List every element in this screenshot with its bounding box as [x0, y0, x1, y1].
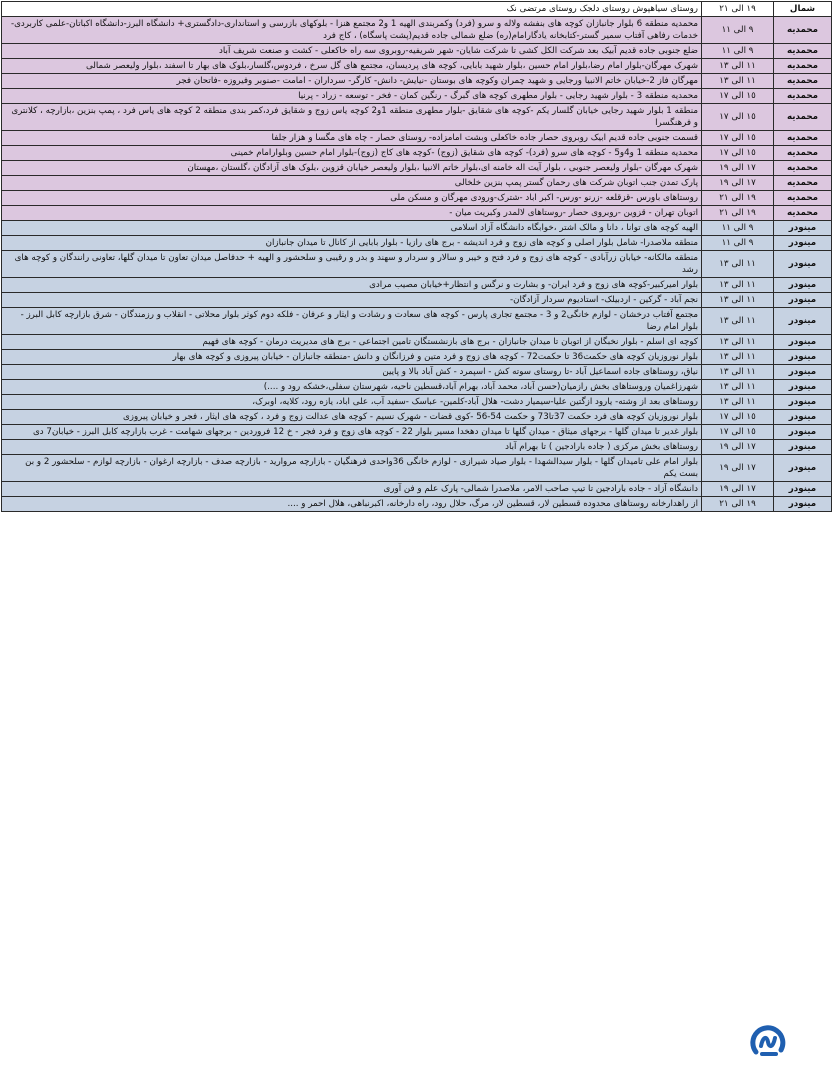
desc-cell: محمدیه منطقه 3 - بلوار شهید رجایی - بلوار مطهری کوچه های گبرگ - رنگین کمان - فخر - توسعه - زراد - پرنیا: [2, 89, 702, 104]
time-cell: ١٥ الی ١٧: [702, 104, 774, 131]
table-row: [2, 131, 832, 146]
table-row: [2, 293, 832, 308]
time-cell: ١٩ الی ٢١: [702, 206, 774, 221]
table-row: [2, 308, 832, 335]
area-cell: محمدیه: [774, 206, 832, 221]
table-row: [2, 74, 832, 89]
time-cell: ٩ الی ١١: [702, 44, 774, 59]
desc-cell: منطقه 1 بلوار شهید رجایی خیابان گلسار یکم -کوچه های شقایق -بلوار مطهری منطقه 1و2 کوچه یاس زوج و شقایق فرد،کمر بندی منطقه 2 کوچه های یاس فرد ، پمپ بنزین ،بازارچه ، کلانتری و فرهنگسرا: [2, 104, 702, 131]
time-cell: ١٥ الی ١٧: [702, 89, 774, 104]
time-cell: ١١ الی ١٣: [702, 74, 774, 89]
desc-cell: نجم آباد - گرکین - اردبیلک- استادیوم سردار آزادگان-: [2, 293, 702, 308]
time-cell: ٩ الی ١١: [702, 221, 774, 236]
area-cell: محمدیه: [774, 44, 832, 59]
desc-cell: دانشگاه آزاد - جاده بارادجین تا تیپ صاحب الامر، ملاصدرا شمالی- پارک علم و فن آوری: [2, 482, 702, 497]
time-cell: ١١ الی ١٣: [702, 380, 774, 395]
table-row: [2, 278, 832, 293]
time-cell: ١١ الی ١٣: [702, 335, 774, 350]
table-row: [2, 425, 832, 440]
time-cell: ١٥ الی ١٧: [702, 131, 774, 146]
table-row: [2, 395, 832, 410]
area-cell: محمدیه: [774, 89, 832, 104]
table-row: [2, 146, 832, 161]
time-cell: ١١ الی ١٣: [702, 293, 774, 308]
time-cell: ١٩ الی ٢١: [702, 2, 774, 17]
table-row: [2, 335, 832, 350]
area-cell: مینودر: [774, 251, 832, 278]
desc-cell: مهرگان فاز 2-خیابان خاتم الانبیا ورجایی و شهید چمران وکوچه های بوستان -نیایش- دانش- کارگر- سرداران - امامت -صنوبر وفیروزه -فاتحان فجر: [2, 74, 702, 89]
desc-cell: محمدیه منطقه 6 بلوار جانبازان کوچه های بنفشه ولاله و سرو (فرد) وکمربندی الهیه 1 و2 مجتمع هنزا - بلوکهای بازرسی و استانداری-دادگستری+ دانشگاه البرز-دانشگاه اکباتان-علمی کاربردی-خدمات رفاهی آفتاب سمیر گستر-کتابخانه یادگارامام(ره) ضلع شمالی جاده قدیم(پشت پاسگاه) ، کاج فرد: [2, 17, 702, 44]
desc-cell: روستاهای بعد از وشته- یارود ازگتین علیا-سیمیار دشت- هلال آباد-کلمین- عباسک -سفید آب، علی اباد، یازه رود، کلایه، اوبرک،: [2, 395, 702, 410]
time-cell: ١٥ الی ١٧: [702, 425, 774, 440]
desc-cell: روستاهای بخش مرکزی ( جاده بارادجین ) تا بهرام آباد: [2, 440, 702, 455]
table-row: [2, 206, 832, 221]
desc-cell: شهرزاغمیان وروستاهای بخش رازمیان(حسن آباد، محمد آباد، بهرام آباد،قسطین ناحیه، شهرستان سفلی،خشکه رود و ....): [2, 380, 702, 395]
area-cell: محمدیه: [774, 59, 832, 74]
desc-cell: بلوار نوروزیان کوچه های فرد حکمت 37تا73 و حکمت 54-56 -کوی قضات - شهرک نسیم - کوچه های عدالت زوج و فرد ، کوچه های ایثار ، فجر و خیابان پیروزی: [2, 410, 702, 425]
time-cell: ١١ الی ١٣: [702, 308, 774, 335]
table-row: [2, 365, 832, 380]
area-cell: مینودر: [774, 455, 832, 482]
desc-cell: مجتمع آفتاب درخشان - لوازم خانگی2 و 3 - مجتمع تجاری پارس - کوچه های سعادت و رشادت و ایثار و عرفان - فلکه دوم کوثر بلوار محلاتی - انقلاب و رزمندگان - شرق بازارچه کابل البرز - بلوار امام رضا: [2, 308, 702, 335]
area-cell: محمدیه: [774, 161, 832, 176]
table-row: [2, 221, 832, 236]
area-cell: مینودر: [774, 365, 832, 380]
desc-cell: شهرک مهرگان-بلوار امام رضا،بلوار امام حسین ،بلوار شهید بابایی، کوچه های پردیسان، مجتمع های گل سرخ ، فردوس،گلسار،بلوک های بهار تا اسفند ،بلوار ولیعصر شمالی: [2, 59, 702, 74]
area-cell: محمدیه: [774, 176, 832, 191]
time-cell: ١٩ الی ٢١: [702, 497, 774, 512]
desc-cell: بلوار امیرکبیر-کوچه های زوج و فرد ایران- و بشارت و نرگس و انتظار+خیابان مصیب مرادی: [2, 278, 702, 293]
table-row: [2, 410, 832, 425]
time-cell: ١٥ الی ١٧: [702, 410, 774, 425]
desc-cell: از راهدارخانه روستاهای محدوده قسطین لار، قسطین لار، مرگ، حلال رود، راه دارخانه، اکبرنباهی، هلال احمر و ....: [2, 497, 702, 512]
schedule-rows: [2, 2, 832, 512]
desc-cell: الهیه کوچه های توانا ، دانا و مالک اشتر ،خوابگاه دانشگاه آزاد اسلامی: [2, 221, 702, 236]
area-cell: مینودر: [774, 395, 832, 410]
desc-cell: روستاهای باورس -قزقلعه -زرنو -ورس- اکبر اباد -شترک-ورودی مهرگان و مسکن ملی: [2, 191, 702, 206]
area-cell: مینودر: [774, 278, 832, 293]
table-row: [2, 104, 832, 131]
area-cell: مینودر: [774, 236, 832, 251]
desc-cell: بلوار نوروزیان کوچه های حکمت36 تا حکمت72 - کوچه های زوج و فرد متین و فرزانگان و دانش -منطقه جانبازان - خیابان پیروزی و کوچه های بهار: [2, 350, 702, 365]
table-row: [2, 44, 832, 59]
table-row: [2, 482, 832, 497]
area-cell: محمدیه: [774, 191, 832, 206]
area-cell: محمدیه: [774, 104, 832, 131]
time-cell: ١١ الی ١٣: [702, 251, 774, 278]
desc-cell: روستای سیاهپوش روستای دلجک روستای مرتضی نک: [2, 2, 702, 17]
area-cell: مینودر: [774, 221, 832, 236]
area-cell: محمدیه: [774, 74, 832, 89]
area-cell: مینودر: [774, 440, 832, 455]
area-cell: مینودر: [774, 335, 832, 350]
desc-cell: منطقه مالکانه- خیابان زرآبادی - کوچه های زوج و فرد فتح و خیبر و سالار و سردار و سهند و بدر و رقیبی و سلحشور و الهیه + حدفاصل میدان تعاون تا میدان گلها، تعاونی رانندگان و کوچه های رشد: [2, 251, 702, 278]
time-cell: ١٩ الی ٢١: [702, 191, 774, 206]
area-cell: محمدیه: [774, 146, 832, 161]
area-cell: مینودر: [774, 308, 832, 335]
time-cell: ١٧ الی ١٩: [702, 455, 774, 482]
area-cell: محمدیه: [774, 17, 832, 44]
time-cell: ٩ الی ١١: [702, 17, 774, 44]
table-row: [2, 455, 832, 482]
area-cell: مینودر: [774, 425, 832, 440]
table-row: [2, 440, 832, 455]
desc-cell: ضلع جنوبی جاده قدیم آبیک بعد شرکت الکل کشی تا شرکت شایان- شهر شریفیه-روبروی سه راه خاکعلی - کشت و صنعت شریف آباد: [2, 44, 702, 59]
area-cell: مینودر: [774, 410, 832, 425]
desc-cell: محمدیه منطقه 1 و4و5 - کوچه های سرو (فرد)- کوچه های شقایق (زوج) -کوچه های کاج (زوج)-بلوار امام حسین وبلوارامام خمینی: [2, 146, 702, 161]
table-row: [2, 236, 832, 251]
time-cell: ١٧ الی ١٩: [702, 482, 774, 497]
desc-cell: اتوبان تهران - قزوین -روبروی حصار -روستاهای لالمدر وکبریت میان -: [2, 206, 702, 221]
time-cell: ١١ الی ١٣: [702, 59, 774, 74]
desc-cell: منطقه ملاصدرا- شامل بلوار اصلی و کوچه های زوج و فرد اندیشه - برج های رازیا - بلوار بابایی از کانال تا میدان جانبازان: [2, 236, 702, 251]
desc-cell: قسمت جنوبی جاده قدیم ابیک روبروی حصار جاده خاکعلی وبشت امامزاده- روستای حصار - چاه های مگسا و هزار جلفا: [2, 131, 702, 146]
table-row: [2, 17, 832, 44]
time-cell: ١١ الی ١٣: [702, 395, 774, 410]
desc-cell: بلوار امام علی تامیدان گلها - بلوار سیدالشهدا - بلوار صیاد شیرازی - لوازم خانگی 36واحدی فرهنگیان - بازارچه مروارید - بازارچه صدف - بازارچه ارغوان - بازارچه لوازم - سلحشور 2 و بن بست یکم: [2, 455, 702, 482]
desc-cell: بلوار غدیر تا میدان گلها - برجهای میثاق - میدان گلها تا میدان دهخدا مسیر بلوار 22 - کوچه های زوج و فرد فجر - خ 12 فروردین - برجهای شهامت - غرب بازارچه کابل البرز - خیابان7 دی: [2, 425, 702, 440]
time-cell: ١١ الی ١٣: [702, 365, 774, 380]
desc-cell: کوچه ای اسلم - بلوار نخبگان از اتوبان تا میدان جانبازان - برج های بازنشستگان تامین اجتماعی - برج های مدیریت درمان - کوچه های فهیم: [2, 335, 702, 350]
table-row: [2, 380, 832, 395]
area-cell: مینودر: [774, 497, 832, 512]
area-cell: مینودر: [774, 350, 832, 365]
desc-cell: پارک تمدن جنب اتوبان شرکت های رحمان گستر پمپ بنزین خلخالی: [2, 176, 702, 191]
table-row: [2, 59, 832, 74]
area-cell: مینودر: [774, 482, 832, 497]
table-row: [2, 350, 832, 365]
time-cell: ١١ الی ١٣: [702, 350, 774, 365]
area-cell: شمال: [774, 2, 832, 17]
table-row: [2, 497, 832, 512]
area-cell: مینودر: [774, 380, 832, 395]
time-cell: ٩ الی ١١: [702, 236, 774, 251]
time-cell: ١٧ الی ١٩: [702, 161, 774, 176]
time-cell: ١١ الی ١٣: [702, 278, 774, 293]
outage-schedule-table: [1, 1, 832, 512]
time-cell: ١٧ الی ١٩: [702, 440, 774, 455]
time-cell: ١٧ الی ١٩: [702, 176, 774, 191]
table-row: [2, 251, 832, 278]
desc-cell: نیاق، روستاهای جاده اسماعیل آباد -تا روستای سوته کش - اسپمرد - کش آباد بالا و پایین: [2, 365, 702, 380]
desc-cell: شهرک مهرگان -بلوار ولیعصر جنوبی ، بلوار آیت اله خامنه ای،بلوار خاتم الانبیا ،بلوار ولیعصر خیابان قزوین ،بلوک های آزادگان ،گلستان ،مهستان: [2, 161, 702, 176]
area-cell: محمدیه: [774, 131, 832, 146]
agency-logo-icon: [748, 1022, 788, 1062]
table-row: [2, 191, 832, 206]
table-row: [2, 2, 832, 17]
time-cell: ١٥ الی ١٧: [702, 146, 774, 161]
area-cell: مینودر: [774, 293, 832, 308]
table-row: [2, 89, 832, 104]
table-row: [2, 161, 832, 176]
table-row: [2, 176, 832, 191]
